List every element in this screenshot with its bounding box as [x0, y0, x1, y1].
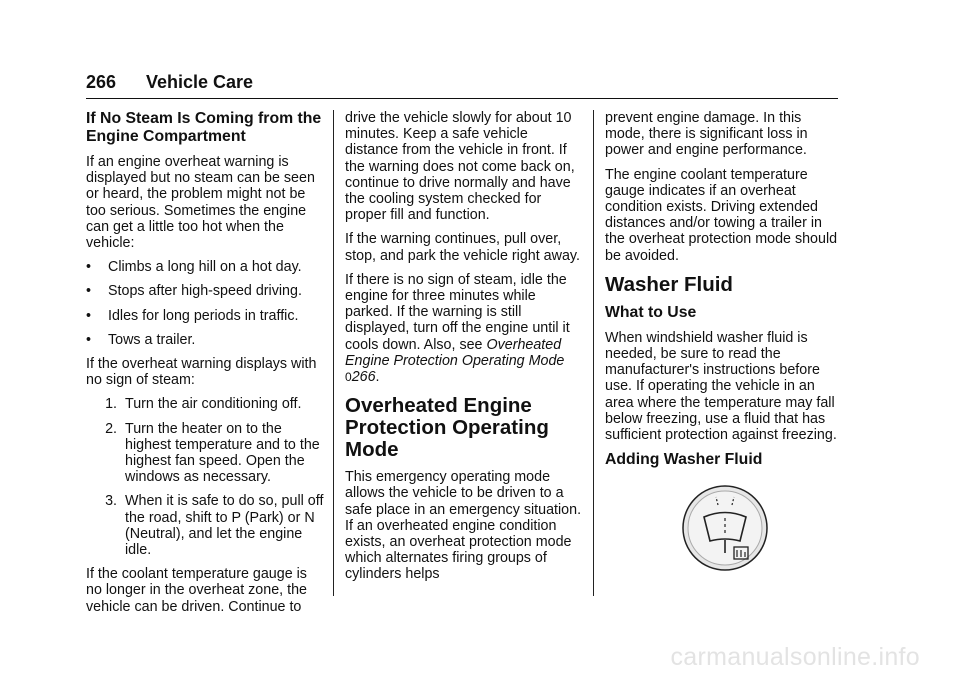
watermark-text: carmanualsonline.info — [670, 643, 920, 671]
washer-fluid-cap-figure — [605, 483, 845, 578]
step-number: 1. — [105, 396, 117, 413]
column-3 — [605, 110, 845, 578]
paragraph-text: If there is no sign of steam, idle the engine for three minutes while parked. If the warning is still displayed, turn off the engine until it cools down. Also, see — [345, 271, 570, 353]
column-1 — [86, 110, 324, 623]
period: . — [375, 369, 380, 386]
bullet-item: • Climbs a long hill on a hot day. — [86, 259, 324, 275]
step-item — [86, 396, 324, 412]
column-2 — [345, 110, 583, 591]
step-item — [86, 421, 324, 486]
step-text: Turn the air conditioning off. — [125, 396, 302, 413]
step-number: 2. — [105, 420, 117, 437]
section-heading-no-steam: If No Steam Is Coming from the Engine Compartment — [86, 110, 322, 145]
page-ref-arrow-icon: 0 — [345, 370, 352, 385]
paragraph: If the coolant temperature gauge is no longer in the overheat zone, the vehicle can be driven. Continue to — [86, 566, 307, 615]
bullet-item: • Idles for long periods in traffic. — [86, 308, 324, 324]
subheading-adding-washer-fluid: Adding Washer Fluid — [605, 451, 763, 469]
step-text: Turn the heater on to the highest temperature and to the highest fan speed. Open the windows as necessary. — [125, 420, 320, 486]
step-text: When it is safe to do so, pull off the road, shift to P (Park) or N (Neutral), and let the engine idle. — [125, 493, 324, 559]
step-item — [86, 493, 324, 558]
paragraph: When windshield washer fluid is needed, be sure to read the manufacturer's instructions before use. If operating the vehicle in an area where the temperature may fall below freezing, use a fluid that has sufficient protection against freezing. — [605, 329, 837, 444]
subheading-what-to-use: What to Use — [605, 303, 697, 321]
running-head: Vehicle Care — [146, 72, 254, 92]
bullet-item: • Tows a trailer. — [86, 332, 324, 348]
section-heading-overheated-mode: Overheated Engine Protection Operating Mode — [345, 394, 549, 462]
column-divider — [593, 110, 594, 596]
page-header — [86, 72, 838, 99]
bullet-item: • Stops after high-speed driving. — [86, 283, 324, 299]
cross-reference-link[interactable]: Overheated Engine Protection Operating Mode — [345, 336, 565, 369]
washer-fluid-cap-icon — [680, 483, 770, 573]
step-number: 3. — [105, 493, 117, 510]
paragraph-with-reference — [345, 272, 583, 385]
page-number: 266 — [86, 72, 117, 92]
section-heading-washer-fluid: Washer Fluid — [605, 272, 733, 296]
paragraph: If the overheat warning displays with no sign of steam: — [86, 356, 317, 389]
paragraph: This emergency operating mode allows the vehicle to be driven to a safe place in an emergency situation. If an overheated engine condition exists, an overheat protection mode which alternates firing groups of cylinders helps — [345, 469, 582, 583]
paragraph: If the warning continues, pull over, stop, and park the vehicle right away. — [345, 231, 580, 264]
paragraph: The engine coolant temperature gauge indicates if an overheat condition exists. Driving extended distances and/or towing a trailer in the overheat protection mode should be avoided. — [605, 166, 838, 264]
column-divider — [333, 110, 334, 596]
cross-reference-page[interactable]: 266 — [351, 369, 376, 386]
paragraph: If an engine overheat warning is displayed but no steam can be seen or heard, the problem might not be too serious. Sometimes the engine can get a little too hot when the vehicle: — [86, 154, 315, 252]
paragraph: prevent engine damage. In this mode, there is significant loss in power and engine performance. — [605, 110, 808, 159]
paragraph: drive the vehicle slowly for about 10 minutes. Keep a safe vehicle distance from the vehicle in front. If the warning does not come back on, continue to drive normally and have the cooling system checked for proper fill and function. — [345, 110, 575, 224]
